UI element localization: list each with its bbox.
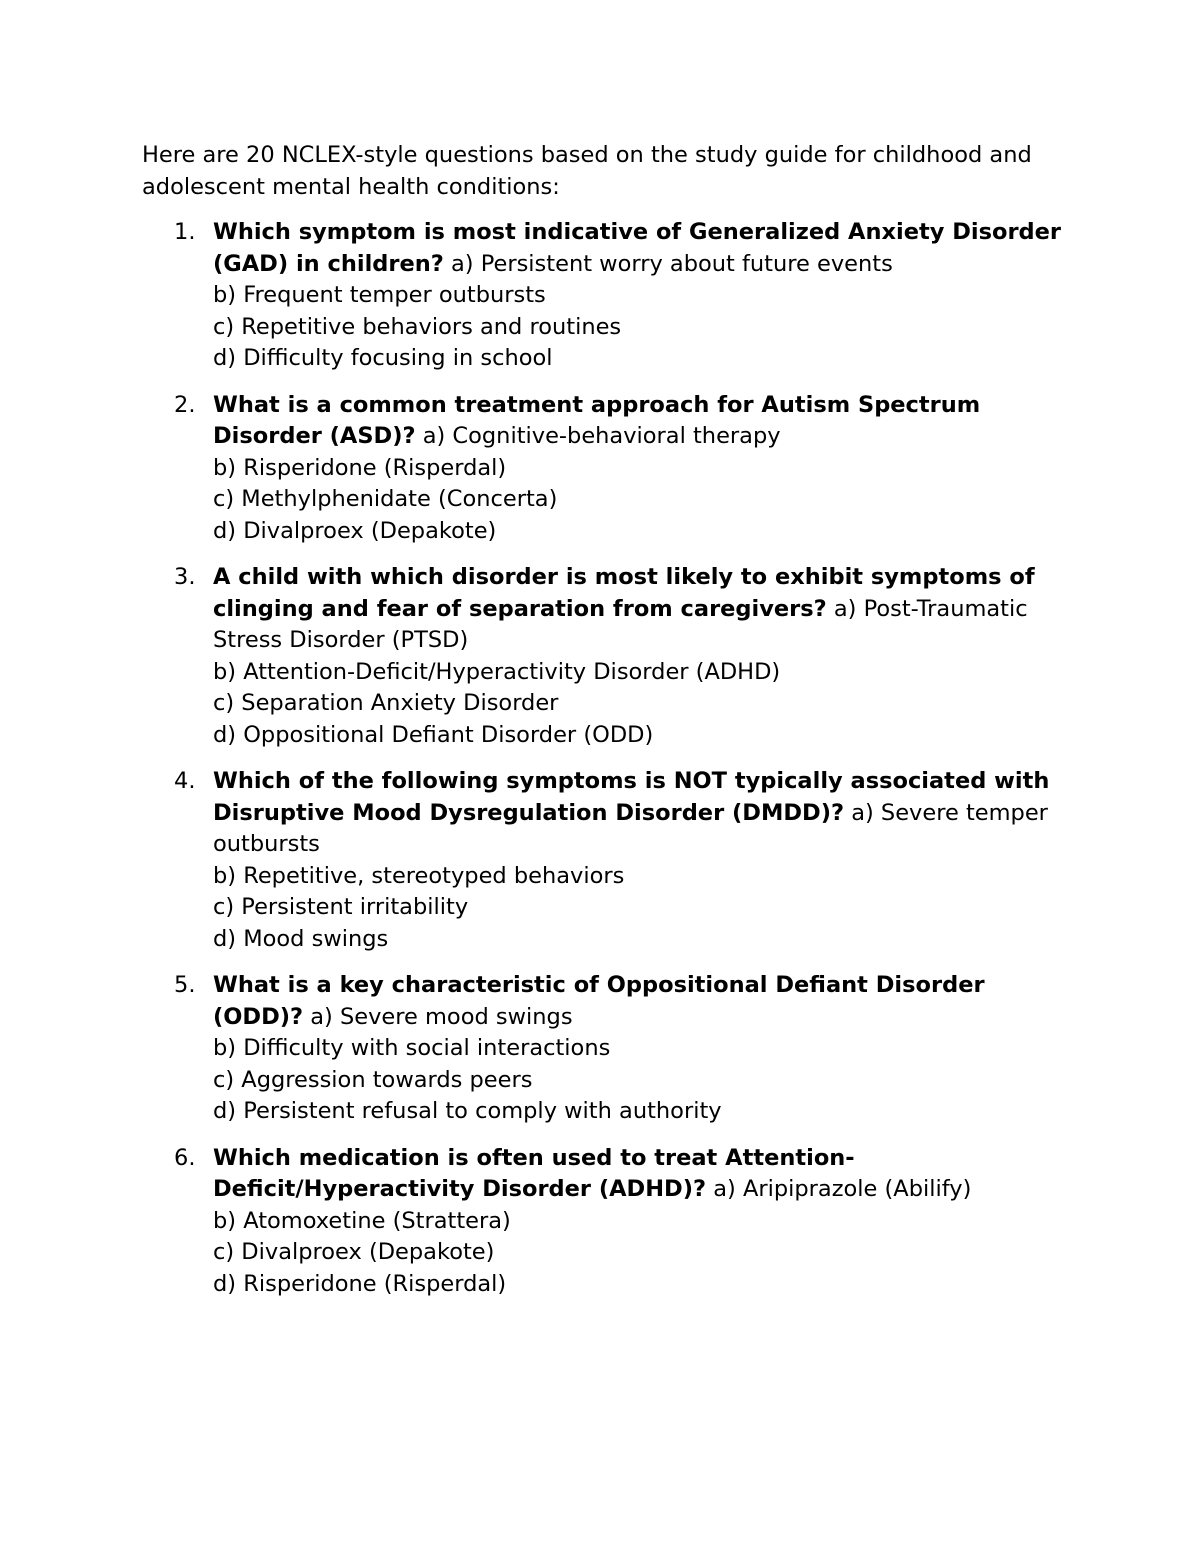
question-number: 5. (174, 972, 196, 998)
question-stem: Which of the following symptoms is NOT typically associated with Disruptive Mood Dysregulation Disorder (DMDD)? (213, 768, 1050, 826)
answer-option-a: a) Severe temper outbursts (213, 799, 1048, 857)
question-number: 3. (174, 564, 196, 590)
question-stem: What is a common treatment approach for Autism Spectrum Disorder (ASD)? (213, 391, 981, 449)
answer-option-c: c) Aggression towards peers (213, 1066, 533, 1093)
question-stem: A child with which disorder is most likely to exhibit symptoms of clinging and fear of separation from caregivers? (213, 564, 1035, 622)
question-stem: What is a key characteristic of Oppositional Defiant Disorder (ODD)? (213, 972, 985, 1030)
answer-option-d: d) Difficulty focusing in school (213, 345, 553, 371)
answer-option-a: a) Aripiprazole (Abilify) (713, 1176, 972, 1202)
question-body (213, 217, 1082, 280)
question-body (213, 766, 1082, 861)
answer-option-d: d) Oppositional Defiant Disorder (ODD) (213, 721, 654, 748)
answer-option-c: c) Methylphenidate (Concerta) (213, 486, 558, 512)
question-body (213, 1143, 1082, 1206)
answer-option-d: d) Persistent refusal to comply with authority (213, 1098, 722, 1124)
answer-option-b: b) Attention-Deficit/Hyperactivity Disorder (ADHD) (213, 658, 781, 685)
question-item (142, 217, 1082, 375)
answer-option-d: d) Divalproex (Depakote) (213, 517, 497, 544)
question-item (142, 970, 1082, 1128)
question-item (142, 766, 1082, 955)
answer-option-b: b) Risperidone (Risperdal) (213, 454, 507, 481)
answer-option-b: b) Frequent temper outbursts (213, 282, 546, 308)
answer-option-c: c) Separation Anxiety Disorder (213, 690, 559, 716)
question-number: 2. (174, 391, 196, 418)
answer-option-c: c) Divalproex (Depakote) (213, 1239, 495, 1265)
answer-option-a: a) Post-Traumatic Stress Disorder (PTSD) (213, 595, 1028, 653)
question-item (142, 562, 1082, 751)
question-body (213, 562, 1082, 657)
question-number: 1. (174, 219, 196, 245)
answer-option-d: d) Risperidone (Risperdal) (213, 1270, 507, 1297)
answer-option-c: c) Repetitive behaviors and routines (213, 313, 622, 340)
answer-option-b: b) Atomoxetine (Strattera) (213, 1207, 511, 1234)
answer-option-a: a) Cognitive-behavioral therapy (422, 423, 781, 449)
question-list (142, 217, 1082, 1315)
answer-option-a: a) Persistent worry about future events (451, 250, 893, 277)
answer-option-a: a) Severe mood swings (310, 1003, 573, 1030)
answer-option-c: c) Persistent irritability (213, 894, 469, 920)
answer-option-d: d) Mood swings (213, 925, 389, 952)
question-number: 6. (174, 1144, 196, 1171)
question-body (213, 390, 1082, 453)
question-number: 4. (174, 768, 196, 794)
question-item (142, 1143, 1082, 1301)
answer-option-b: b) Repetitive, stereotyped behaviors (213, 862, 625, 889)
question-stem: Which medication is often used to treat Attention-Deficit/Hyperactivity Disorder (ADHD)? (213, 1144, 855, 1202)
question-body (213, 970, 1082, 1033)
intro-paragraph: Here are 20 NCLEX-style questions based on the study guide for childhood and adolescent mental health conditions: (142, 142, 1032, 200)
question-stem: Which symptom is most indicative of Generalized Anxiety Disorder (GAD) in children? (213, 219, 1062, 277)
question-item (142, 390, 1082, 548)
answer-option-b: b) Difficulty with social interactions (213, 1035, 611, 1061)
